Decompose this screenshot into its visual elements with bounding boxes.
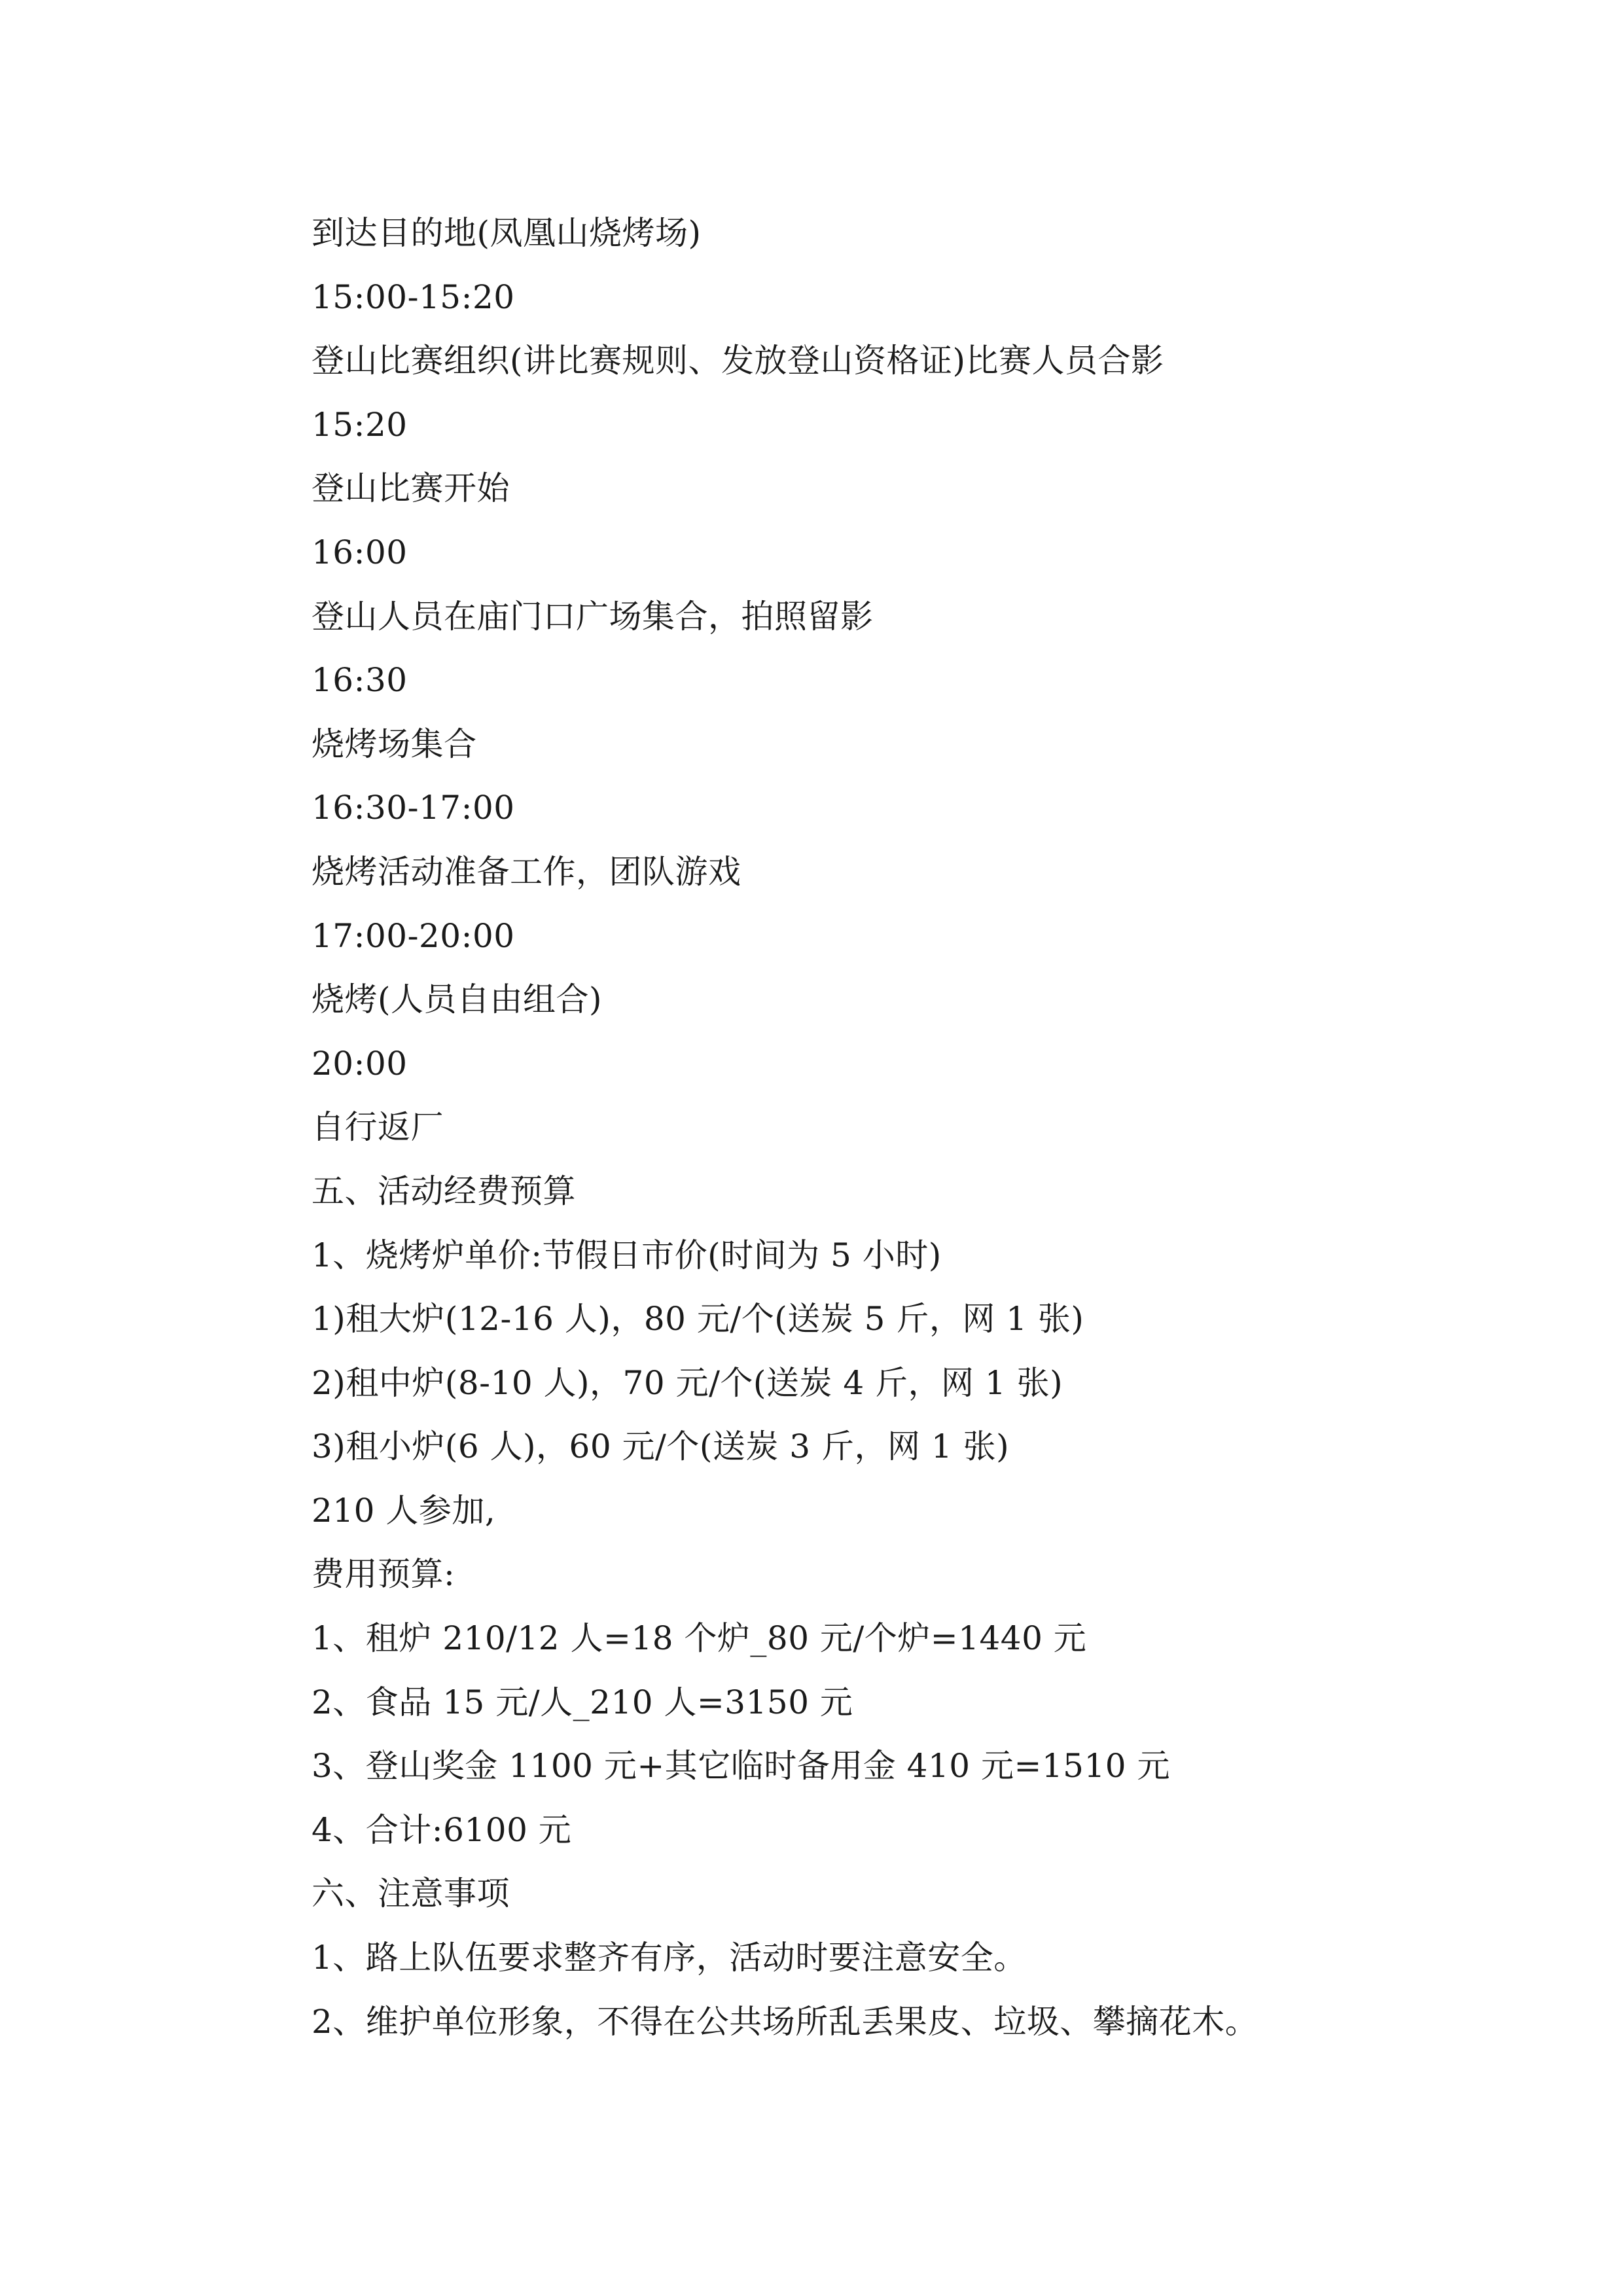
text-line-time: 16:00 <box>312 533 408 571</box>
text-line-activity: 登山比赛组织(讲比赛规则、发放登山资格证)比赛人员合影 <box>312 342 1164 380</box>
text-line-cost-item: 3、登山奖金 1100 元+其它临时备用金 410 元=1510 元 <box>312 1747 1170 1785</box>
text-line-cost-item: 1、租炉 210/12 人=18 个炉_80 元/个炉=1440 元 <box>312 1619 1087 1658</box>
text-line-activity: 烧烤活动准备工作，团队游戏 <box>312 852 741 891</box>
text-line-activity: 烧烤场集合 <box>312 725 477 763</box>
text-line-cost-heading: 费用预算: <box>312 1555 455 1594</box>
section-heading-budget: 五、活动经费预算 <box>312 1172 576 1210</box>
text-line-budget-item: 1)租大炉(12-16 人)，80 元/个(送炭 5 斤，网 1 张) <box>312 1300 1084 1338</box>
text-line-activity: 登山人员在庙门口广场集合，拍照留影 <box>312 597 874 636</box>
text-line-time: 16:30-17:00 <box>312 789 515 827</box>
text-line-participants: 210 人参加, <box>312 1491 496 1530</box>
text-line-cost-item: 2、食品 15 元/人_210 人=3150 元 <box>312 1683 853 1721</box>
text-line-budget-item: 3)租小炉(6 人)，60 元/个(送炭 3 斤，网 1 张) <box>312 1427 1010 1466</box>
text-line-time: 20:00 <box>312 1044 408 1083</box>
document-body <box>312 202 1424 2054</box>
text-line-time: 16:30 <box>312 661 408 700</box>
text-line-cost-total: 4、合计:6100 元 <box>312 1810 572 1849</box>
text-line-budget-item: 1、烧烤炉单价:节假日市价(时间为 5 小时) <box>312 1236 942 1274</box>
text-line-note: 1、路上队伍要求整齐有序，活动时要注意安全。 <box>312 1939 1027 1977</box>
text-line-note: 2、维护单位形象，不得在公共场所乱丢果皮、垃圾、攀摘花木。 <box>312 2002 1258 2041</box>
text-line-activity: 烧烤(人员自由组合) <box>312 980 603 1019</box>
text-line-time: 15:00-15:20 <box>312 278 515 316</box>
text-line-budget-item: 2)租中炉(8-10 人)，70 元/个(送炭 4 斤，网 1 张) <box>312 1363 1063 1402</box>
text-line-destination: 到达目的地(凤凰山烧烤场) <box>312 214 702 252</box>
text-line-time: 15:20 <box>312 405 408 444</box>
text-line-activity: 自行返厂 <box>312 1108 444 1147</box>
text-line-activity: 登山比赛开始 <box>312 469 510 508</box>
section-heading-notes: 六、注意事项 <box>312 1874 510 1913</box>
text-line-time: 17:00-20:00 <box>312 916 515 955</box>
